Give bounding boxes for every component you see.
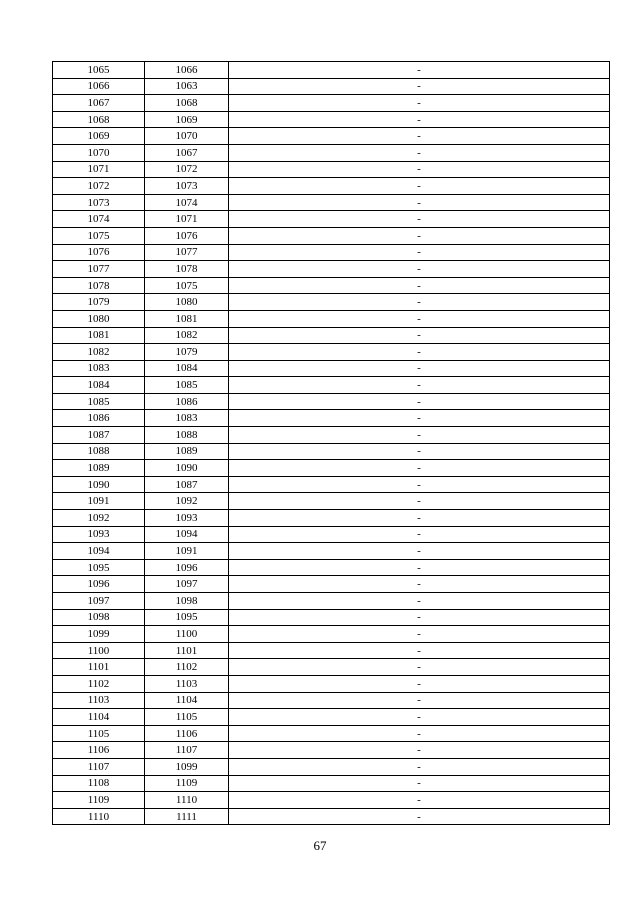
table-row: [53, 593, 610, 610]
table-cell-col1: 1092: [53, 510, 145, 527]
table-cell-col2: 1074: [145, 194, 229, 211]
table-cell-col3: -: [229, 559, 610, 576]
table-row: [53, 427, 610, 444]
table-cell-col3: -: [229, 211, 610, 228]
table-cell-col1: 1084: [53, 377, 145, 394]
table-cell-col3: -: [229, 476, 610, 493]
table-cell-col1: 1086: [53, 410, 145, 427]
table-cell-col1: 1110: [53, 808, 145, 825]
table-cell-col3: -: [229, 261, 610, 278]
table-row: [53, 244, 610, 261]
table-cell-col1: 1090: [53, 476, 145, 493]
table-row: [53, 327, 610, 344]
table-cell-col1: 1103: [53, 692, 145, 709]
table-row: [53, 808, 610, 825]
table-row: [53, 476, 610, 493]
table-row: [53, 62, 610, 79]
table-row: [53, 211, 610, 228]
table-cell-col3: -: [229, 227, 610, 244]
table-cell-col1: 1080: [53, 310, 145, 327]
data-table-container: [52, 61, 609, 825]
table-row: [53, 758, 610, 775]
table-cell-col1: 1087: [53, 427, 145, 444]
page-number: 67: [313, 838, 327, 853]
table-cell-col3: -: [229, 244, 610, 261]
table-cell-col2: 1110: [145, 792, 229, 809]
table-cell-col2: 1063: [145, 78, 229, 95]
table-cell-col1: 1074: [53, 211, 145, 228]
table-cell-col1: 1102: [53, 675, 145, 692]
table-row: [53, 460, 610, 477]
table-row: [53, 144, 610, 161]
table-cell-col3: -: [229, 808, 610, 825]
table-cell-col2: 1106: [145, 725, 229, 742]
table-row: [53, 377, 610, 394]
table-cell-col1: 1100: [53, 642, 145, 659]
table-cell-col1: 1082: [53, 344, 145, 361]
table-row: [53, 443, 610, 460]
table-cell-col1: 1109: [53, 792, 145, 809]
table-cell-col2: 1083: [145, 410, 229, 427]
table-cell-col1: 1071: [53, 161, 145, 178]
table-cell-col2: 1091: [145, 543, 229, 560]
table-cell-col3: -: [229, 742, 610, 759]
table-row: [53, 277, 610, 294]
table-row: [53, 393, 610, 410]
table-row: [53, 775, 610, 792]
table-row: [53, 709, 610, 726]
table-row: [53, 178, 610, 195]
table-cell-col3: -: [229, 294, 610, 311]
table-cell-col2: 1082: [145, 327, 229, 344]
table-row: [53, 294, 610, 311]
table-cell-col3: -: [229, 427, 610, 444]
table-cell-col1: 1098: [53, 609, 145, 626]
table-cell-col2: 1096: [145, 559, 229, 576]
table-cell-col1: 1089: [53, 460, 145, 477]
table-row: [53, 128, 610, 145]
table-row: [53, 310, 610, 327]
table-cell-col3: -: [229, 377, 610, 394]
table-cell-col2: 1104: [145, 692, 229, 709]
table-cell-col3: -: [229, 277, 610, 294]
table-cell-col3: -: [229, 128, 610, 145]
table-row: [53, 194, 610, 211]
table-cell-col2: 1079: [145, 344, 229, 361]
table-cell-col1: 1075: [53, 227, 145, 244]
table-cell-col2: 1099: [145, 758, 229, 775]
table-cell-col3: -: [229, 161, 610, 178]
table-row: [53, 95, 610, 112]
table-row: [53, 360, 610, 377]
table-row: [53, 161, 610, 178]
table-row: [53, 410, 610, 427]
table-cell-col1: 1101: [53, 659, 145, 676]
table-cell-col2: 1105: [145, 709, 229, 726]
table-cell-col2: 1092: [145, 493, 229, 510]
table-cell-col3: -: [229, 443, 610, 460]
table-cell-col2: 1097: [145, 576, 229, 593]
table-cell-col3: -: [229, 178, 610, 195]
table-cell-col3: -: [229, 510, 610, 527]
table-cell-col2: 1090: [145, 460, 229, 477]
table-cell-col2: 1081: [145, 310, 229, 327]
table-row: [53, 261, 610, 278]
table-cell-col1: 1066: [53, 78, 145, 95]
table-cell-col2: 1102: [145, 659, 229, 676]
table-cell-col2: 1089: [145, 443, 229, 460]
table-cell-col3: -: [229, 360, 610, 377]
table-cell-col1: 1068: [53, 111, 145, 128]
table-cell-col1: 1097: [53, 593, 145, 610]
table-row: [53, 626, 610, 643]
table-cell-col2: 1085: [145, 377, 229, 394]
table-cell-col1: 1105: [53, 725, 145, 742]
table-cell-col1: 1095: [53, 559, 145, 576]
table-row: [53, 227, 610, 244]
table-cell-col2: 1075: [145, 277, 229, 294]
table-cell-col3: -: [229, 758, 610, 775]
table-cell-col3: -: [229, 410, 610, 427]
table-cell-col1: 1106: [53, 742, 145, 759]
table-row: [53, 111, 610, 128]
table-cell-col2: 1072: [145, 161, 229, 178]
table-row: [53, 78, 610, 95]
table-cell-col2: 1068: [145, 95, 229, 112]
table-row: [53, 493, 610, 510]
table-cell-col1: 1108: [53, 775, 145, 792]
table-cell-col2: 1073: [145, 178, 229, 195]
table-cell-col3: -: [229, 327, 610, 344]
table-row: [53, 642, 610, 659]
table-cell-col2: 1088: [145, 427, 229, 444]
table-cell-col2: 1077: [145, 244, 229, 261]
table-cell-col2: 1095: [145, 609, 229, 626]
table-cell-col2: 1087: [145, 476, 229, 493]
table-cell-col3: -: [229, 310, 610, 327]
data-table: [52, 61, 610, 825]
table-cell-col2: 1086: [145, 393, 229, 410]
table-cell-col1: 1083: [53, 360, 145, 377]
table-cell-col2: 1109: [145, 775, 229, 792]
table-cell-col2: 1111: [145, 808, 229, 825]
table-cell-col1: 1067: [53, 95, 145, 112]
table-cell-col3: -: [229, 78, 610, 95]
table-cell-col1: 1076: [53, 244, 145, 261]
table-row: [53, 609, 610, 626]
table-cell-col3: -: [229, 460, 610, 477]
table-cell-col2: 1076: [145, 227, 229, 244]
table-cell-col2: 1094: [145, 526, 229, 543]
table-cell-col3: -: [229, 642, 610, 659]
table-cell-col2: 1071: [145, 211, 229, 228]
table-cell-col3: -: [229, 526, 610, 543]
table-cell-col2: 1100: [145, 626, 229, 643]
table-cell-col3: -: [229, 493, 610, 510]
table-cell-col3: -: [229, 792, 610, 809]
table-cell-col3: -: [229, 344, 610, 361]
table-cell-col1: 1085: [53, 393, 145, 410]
table-cell-col3: -: [229, 543, 610, 560]
table-cell-col3: -: [229, 609, 610, 626]
table-row: [53, 675, 610, 692]
table-row: [53, 526, 610, 543]
table-row: [53, 725, 610, 742]
table-cell-col1: 1096: [53, 576, 145, 593]
table-cell-col1: 1081: [53, 327, 145, 344]
table-cell-col3: -: [229, 692, 610, 709]
table-cell-col2: 1103: [145, 675, 229, 692]
table-row: [53, 510, 610, 527]
table-cell-col1: 1094: [53, 543, 145, 560]
table-cell-col3: -: [229, 576, 610, 593]
table-body: [53, 62, 610, 825]
table-cell-col3: -: [229, 725, 610, 742]
table-cell-col3: -: [229, 111, 610, 128]
table-cell-col1: 1065: [53, 62, 145, 79]
table-cell-col1: 1073: [53, 194, 145, 211]
table-row: [53, 559, 610, 576]
table-cell-col1: 1070: [53, 144, 145, 161]
table-cell-col1: 1104: [53, 709, 145, 726]
table-cell-col3: -: [229, 659, 610, 676]
table-cell-col1: 1079: [53, 294, 145, 311]
table-row: [53, 692, 610, 709]
table-cell-col2: 1080: [145, 294, 229, 311]
table-cell-col3: -: [229, 626, 610, 643]
table-cell-col1: 1088: [53, 443, 145, 460]
table-cell-col1: 1072: [53, 178, 145, 195]
table-row: [53, 543, 610, 560]
table-cell-col3: -: [229, 62, 610, 79]
table-cell-col2: 1107: [145, 742, 229, 759]
table-cell-col3: -: [229, 593, 610, 610]
table-cell-col2: 1078: [145, 261, 229, 278]
table-cell-col2: 1066: [145, 62, 229, 79]
table-row: [53, 576, 610, 593]
table-cell-col3: -: [229, 709, 610, 726]
table-cell-col3: -: [229, 675, 610, 692]
table-row: [53, 742, 610, 759]
table-cell-col3: -: [229, 144, 610, 161]
table-cell-col1: 1099: [53, 626, 145, 643]
table-row: [53, 344, 610, 361]
table-cell-col1: 1107: [53, 758, 145, 775]
table-cell-col3: -: [229, 775, 610, 792]
table-row: [53, 659, 610, 676]
table-cell-col2: 1070: [145, 128, 229, 145]
table-cell-col2: 1069: [145, 111, 229, 128]
table-cell-col2: 1084: [145, 360, 229, 377]
table-cell-col2: 1093: [145, 510, 229, 527]
table-cell-col3: -: [229, 95, 610, 112]
table-cell-col2: 1067: [145, 144, 229, 161]
table-cell-col1: 1091: [53, 493, 145, 510]
table-cell-col1: 1093: [53, 526, 145, 543]
table-cell-col2: 1101: [145, 642, 229, 659]
table-cell-col3: -: [229, 194, 610, 211]
table-cell-col2: 1098: [145, 593, 229, 610]
table-cell-col1: 1077: [53, 261, 145, 278]
table-cell-col3: -: [229, 393, 610, 410]
table-cell-col1: 1078: [53, 277, 145, 294]
table-row: [53, 792, 610, 809]
table-cell-col1: 1069: [53, 128, 145, 145]
